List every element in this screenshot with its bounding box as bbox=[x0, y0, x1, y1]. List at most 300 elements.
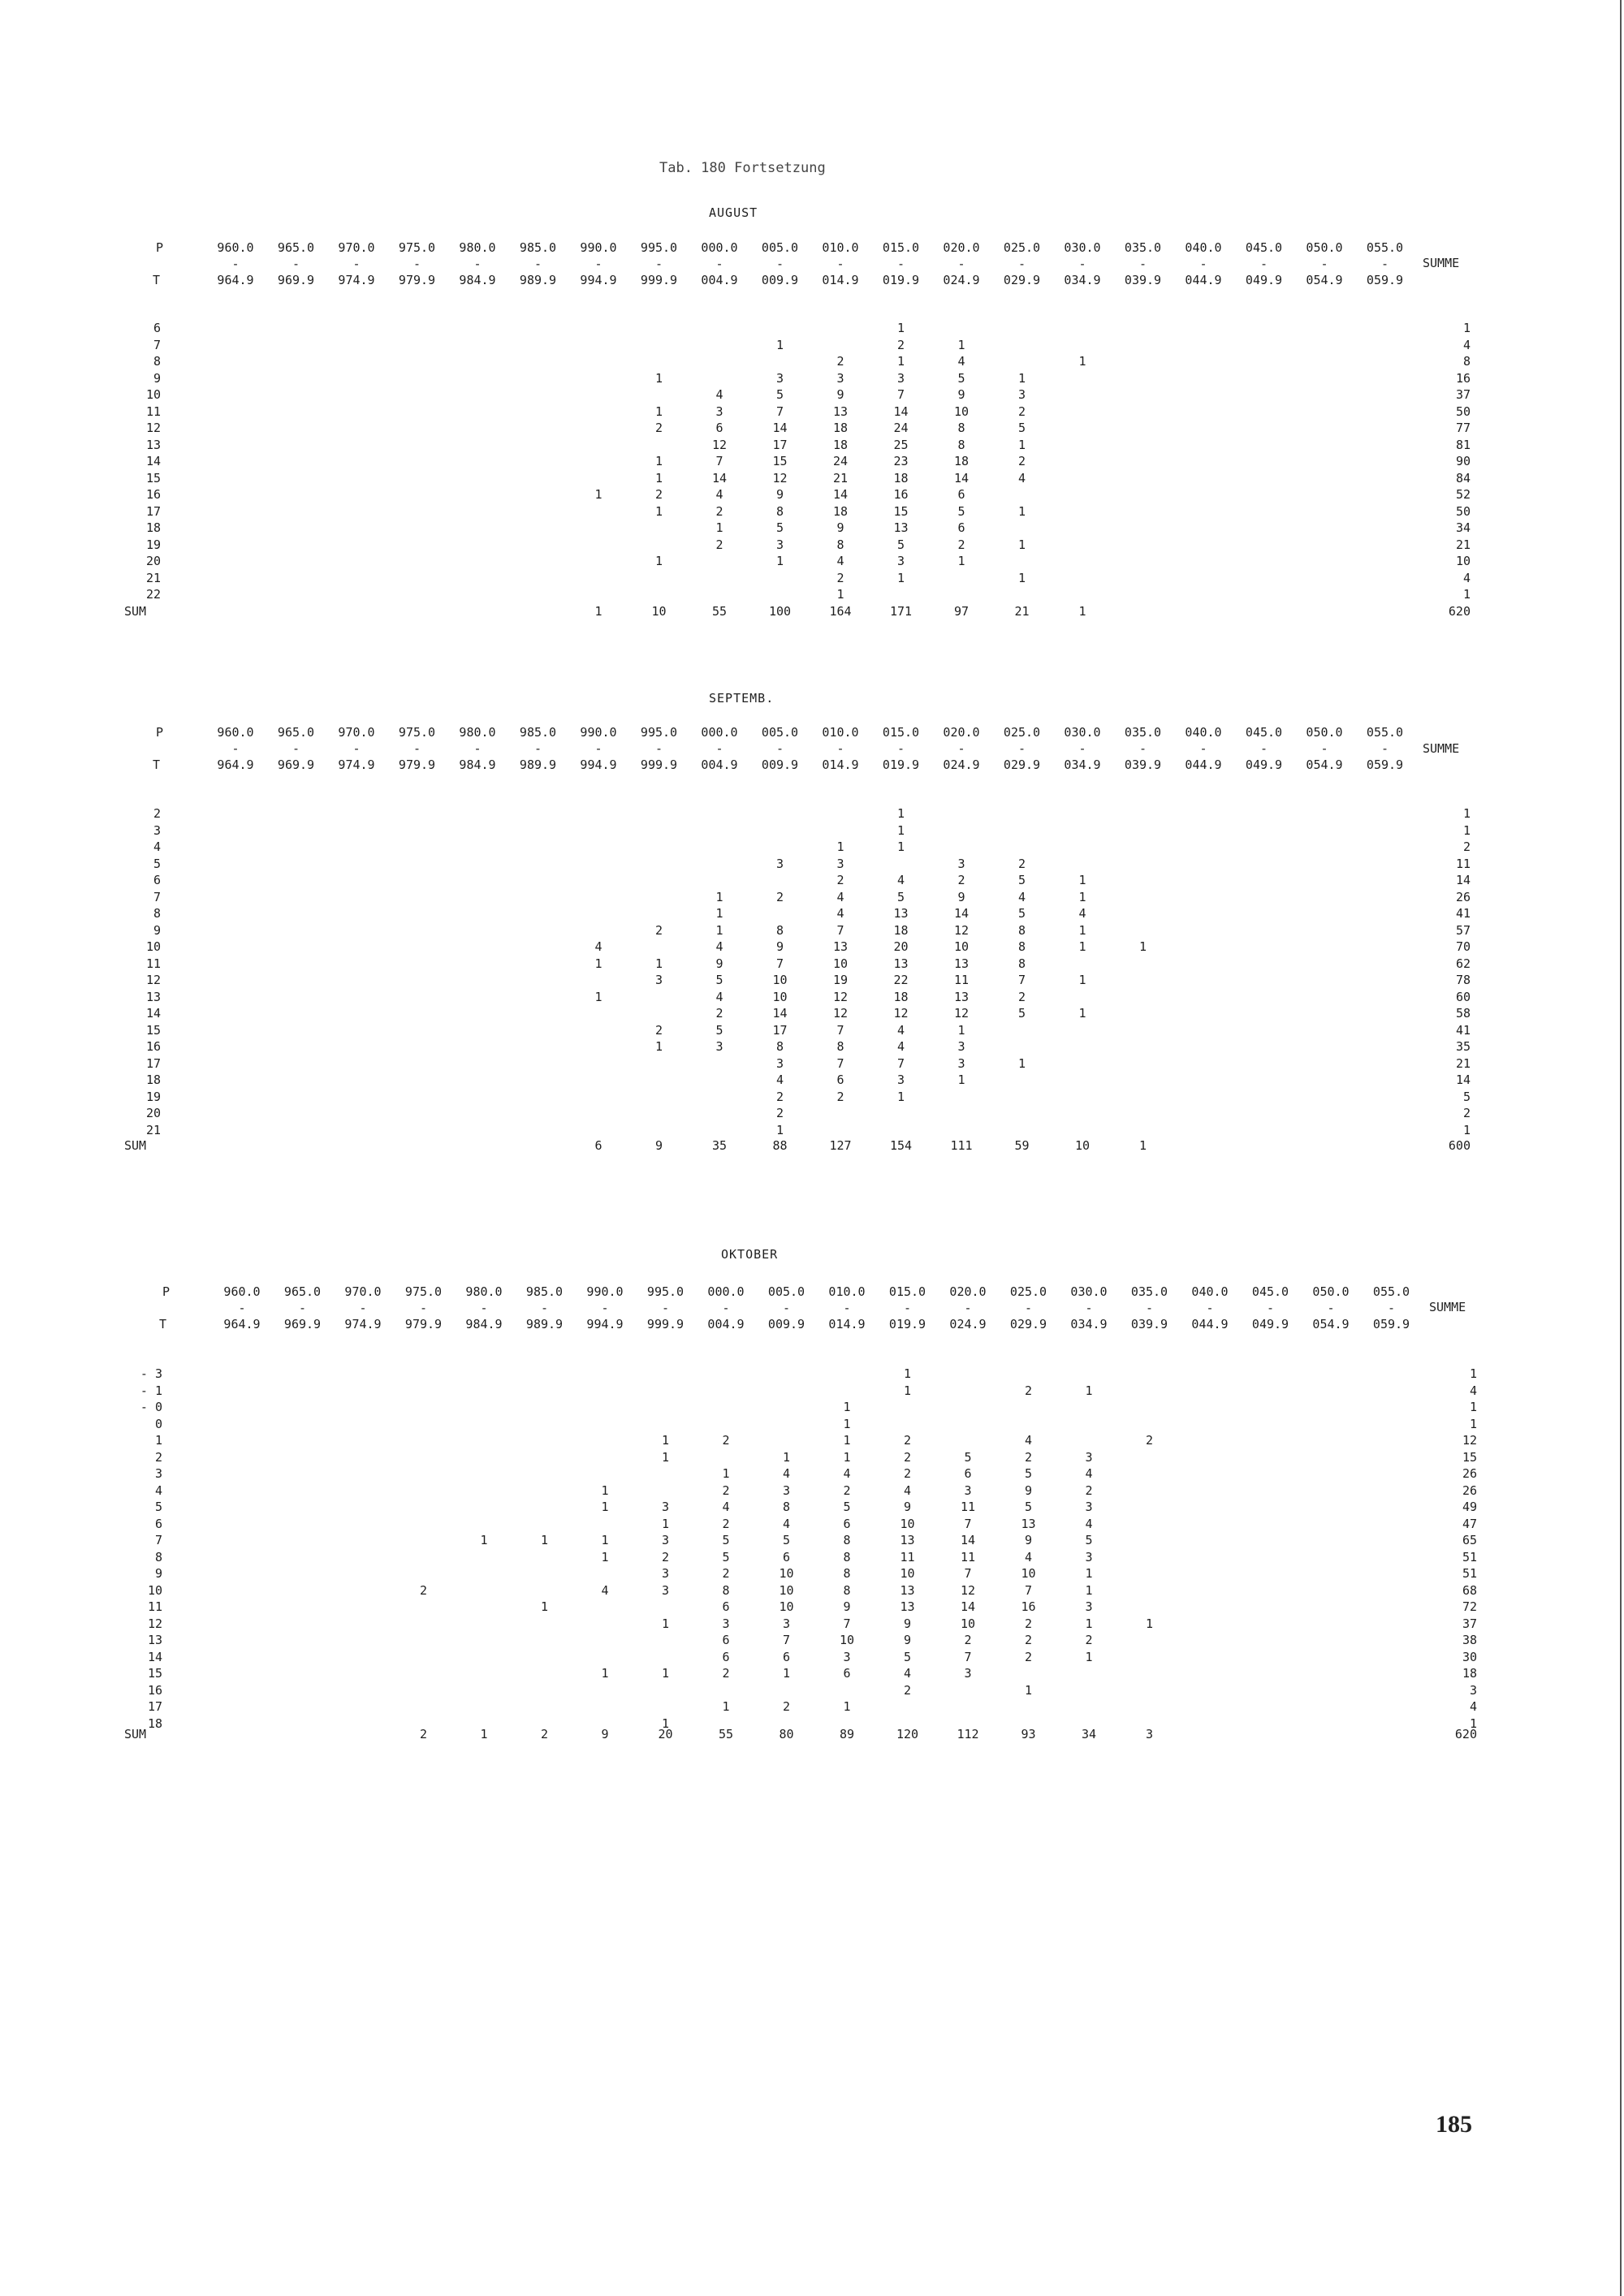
pressure-from: 970.0 bbox=[338, 240, 375, 255]
pressure-dash: - bbox=[1138, 741, 1147, 756]
pressure-from: 005.0 bbox=[761, 240, 799, 255]
column-sum: 10 bbox=[651, 604, 667, 619]
table-cell: 2 bbox=[722, 1483, 730, 1498]
table-cell: 1 bbox=[661, 1666, 670, 1681]
table-cell: 1 bbox=[1017, 537, 1026, 552]
pressure-from: 040.0 bbox=[1185, 240, 1222, 255]
table-cell: 1 bbox=[775, 338, 784, 352]
table-cell: 3 bbox=[715, 1039, 723, 1054]
grand-total: 600 bbox=[1448, 1138, 1471, 1153]
row-sum: 47 bbox=[1462, 1517, 1477, 1531]
row-sum: 12 bbox=[1462, 1433, 1477, 1448]
pressure-to: 994.9 bbox=[586, 1317, 624, 1331]
row-sum: 10 bbox=[1455, 554, 1471, 568]
pressure-to: 014.9 bbox=[822, 273, 859, 287]
table-cell: 3 bbox=[964, 1666, 972, 1681]
pressure-dash: - bbox=[419, 1301, 428, 1315]
table-cell: 2 bbox=[1145, 1433, 1154, 1448]
table-cell: 4 bbox=[1078, 906, 1086, 921]
column-sum: 1 bbox=[1078, 604, 1086, 619]
table-cell: 18 bbox=[832, 438, 849, 452]
row-label-p: P bbox=[156, 240, 164, 255]
pressure-to: 034.9 bbox=[1064, 273, 1101, 287]
pressure-to: 019.9 bbox=[882, 757, 920, 772]
table-cell: 8 bbox=[957, 421, 965, 435]
row-sum: 16 bbox=[1455, 371, 1471, 386]
table-cell: 14 bbox=[893, 404, 909, 419]
table-cell: 13 bbox=[832, 404, 849, 419]
temperature-label: 12 bbox=[145, 421, 161, 435]
row-sum: 26 bbox=[1462, 1466, 1477, 1481]
temperature-label: 19 bbox=[145, 1090, 161, 1104]
row-sum: 2 bbox=[1462, 1106, 1471, 1120]
table-cell: 4 bbox=[843, 1466, 851, 1481]
table-cell: 15 bbox=[893, 504, 909, 519]
table-cell: 4 bbox=[715, 387, 723, 402]
table-cell: 18 bbox=[953, 454, 970, 468]
table-cell: 5 bbox=[715, 1023, 723, 1038]
pressure-to: 029.9 bbox=[1003, 757, 1041, 772]
table-cell: 2 bbox=[722, 1566, 730, 1581]
table-cell: 1 bbox=[1085, 1650, 1093, 1664]
pressure-to: 059.9 bbox=[1366, 273, 1404, 287]
table-cell: 1 bbox=[1078, 939, 1086, 954]
temperature-label: 14 bbox=[147, 1650, 162, 1664]
pressure-to: 974.9 bbox=[338, 757, 375, 772]
row-label-p: P bbox=[156, 725, 164, 740]
pressure-from: 010.0 bbox=[822, 725, 859, 740]
table-cell: 7 bbox=[964, 1517, 972, 1531]
table-cell: 1 bbox=[715, 520, 723, 535]
pressure-to: 979.9 bbox=[398, 273, 436, 287]
temperature-label: 3 bbox=[154, 1466, 162, 1481]
table-cell: 6 bbox=[957, 520, 965, 535]
table-cell: 1 bbox=[722, 1699, 730, 1714]
temperature-label: - 1 bbox=[140, 1383, 162, 1398]
row-sum: 4 bbox=[1469, 1699, 1477, 1714]
temperature-label: 6 bbox=[154, 1517, 162, 1531]
sum-row-label: SUM bbox=[124, 604, 147, 619]
table-cell: 2 bbox=[715, 1006, 723, 1021]
pressure-dash: - bbox=[654, 741, 663, 756]
pressure-to: 059.9 bbox=[1372, 1317, 1410, 1331]
table-cell: 10 bbox=[772, 973, 788, 987]
table-cell: 8 bbox=[782, 1500, 791, 1514]
temperature-label: 19 bbox=[145, 537, 161, 552]
table-cell: 6 bbox=[722, 1633, 730, 1647]
pressure-dash: - bbox=[352, 257, 361, 271]
table-cell: 1 bbox=[896, 321, 905, 335]
pressure-from: 055.0 bbox=[1366, 240, 1404, 255]
table-cell: 2 bbox=[1085, 1633, 1093, 1647]
row-sum: 49 bbox=[1462, 1500, 1477, 1514]
temperature-label: 8 bbox=[154, 1550, 162, 1564]
table-cell: 4 bbox=[782, 1466, 791, 1481]
pressure-dash: - bbox=[715, 741, 723, 756]
pressure-to: 989.9 bbox=[525, 1317, 564, 1331]
pressure-to: 989.9 bbox=[519, 273, 557, 287]
pressure-from: 995.0 bbox=[646, 1284, 685, 1299]
pressure-dash: - bbox=[594, 257, 603, 271]
table-cell: 14 bbox=[960, 1533, 976, 1547]
pressure-dash: - bbox=[1327, 1301, 1335, 1315]
pressure-dash: - bbox=[1085, 1301, 1093, 1315]
table-cell: 21 bbox=[832, 471, 849, 486]
row-sum: 21 bbox=[1455, 1056, 1471, 1071]
pressure-dash: - bbox=[782, 1301, 791, 1315]
table-cell: 2 bbox=[722, 1666, 730, 1681]
table-cell: 4 bbox=[775, 1072, 784, 1087]
pressure-to: 969.9 bbox=[277, 273, 315, 287]
temperature-label: 17 bbox=[145, 1056, 161, 1071]
row-sum: 1 bbox=[1462, 806, 1471, 821]
pressure-from: 010.0 bbox=[822, 240, 859, 255]
table-cell: 4 bbox=[836, 906, 844, 921]
temperature-label: 21 bbox=[145, 571, 161, 585]
temperature-label: 16 bbox=[147, 1683, 162, 1698]
table-cell: 4 bbox=[896, 873, 905, 887]
pressure-dash: - bbox=[1199, 741, 1207, 756]
pressure-from: 035.0 bbox=[1124, 725, 1162, 740]
table-cell: 3 bbox=[722, 1616, 730, 1631]
row-sum: 50 bbox=[1455, 404, 1471, 419]
table-cell: 10 bbox=[779, 1583, 794, 1598]
table-cell: 6 bbox=[843, 1517, 851, 1531]
pressure-from: 030.0 bbox=[1064, 240, 1101, 255]
table-cell: 1 bbox=[715, 923, 723, 938]
column-sum: 171 bbox=[889, 604, 913, 619]
temperature-label: 2 bbox=[154, 1450, 162, 1465]
table-cell: 9 bbox=[903, 1500, 912, 1514]
pressure-from: 980.0 bbox=[465, 1284, 503, 1299]
table-cell: 1 bbox=[843, 1699, 851, 1714]
table-cell: 7 bbox=[782, 1633, 791, 1647]
table-cell: 1 bbox=[601, 1666, 609, 1681]
table-cell: 14 bbox=[960, 1599, 976, 1614]
pressure-dash: - bbox=[298, 1301, 307, 1315]
table-cell: 2 bbox=[836, 1090, 844, 1104]
pressure-dash: - bbox=[1017, 741, 1026, 756]
pressure-dash: - bbox=[1259, 257, 1268, 271]
table-cell: 2 bbox=[903, 1466, 912, 1481]
table-cell: 5 bbox=[1024, 1466, 1033, 1481]
table-cell: 1 bbox=[843, 1433, 851, 1448]
pressure-to: 029.9 bbox=[1009, 1317, 1047, 1331]
pressure-from: 020.0 bbox=[943, 725, 980, 740]
table-cell: 2 bbox=[836, 354, 844, 369]
pressure-dash: - bbox=[473, 741, 482, 756]
table-cell: 2 bbox=[957, 873, 965, 887]
table-cell: 1 bbox=[1078, 873, 1086, 887]
temperature-label: 18 bbox=[145, 520, 161, 535]
pressure-from: 025.0 bbox=[1003, 725, 1041, 740]
temperature-label: 7 bbox=[153, 890, 161, 904]
pressure-dash: - bbox=[594, 741, 603, 756]
pressure-dash: - bbox=[1078, 741, 1086, 756]
table-cell: 2 bbox=[964, 1633, 972, 1647]
table-cell: 1 bbox=[782, 1450, 791, 1465]
table-cell: 1 bbox=[843, 1417, 851, 1431]
table-cell: 9 bbox=[1024, 1483, 1033, 1498]
pressure-from: 970.0 bbox=[344, 1284, 382, 1299]
table-cell: 1 bbox=[661, 1450, 670, 1465]
table-cell: 8 bbox=[1017, 939, 1026, 954]
pressure-dash: - bbox=[896, 741, 905, 756]
table-cell: 2 bbox=[654, 421, 663, 435]
pressure-from: 035.0 bbox=[1124, 240, 1162, 255]
temperature-label: 12 bbox=[145, 973, 161, 987]
temperature-label: 21 bbox=[145, 1123, 161, 1137]
table-cell: 5 bbox=[715, 973, 723, 987]
pressure-dash: - bbox=[1320, 257, 1328, 271]
table-cell: 11 bbox=[960, 1500, 976, 1514]
table-cell: 1 bbox=[1078, 923, 1086, 938]
table-cell: 7 bbox=[1024, 1583, 1033, 1598]
table-cell: 1 bbox=[775, 1123, 784, 1137]
pressure-dash: - bbox=[473, 257, 482, 271]
pressure-from: 035.0 bbox=[1130, 1284, 1168, 1299]
table-cell: 1 bbox=[896, 571, 905, 585]
pressure-from: 045.0 bbox=[1245, 725, 1283, 740]
table-cell: 9 bbox=[957, 387, 965, 402]
pressure-dash: - bbox=[715, 257, 723, 271]
temperature-label: 7 bbox=[154, 1533, 162, 1547]
pressure-to: 984.9 bbox=[465, 1317, 503, 1331]
row-sum: 90 bbox=[1455, 454, 1471, 468]
table-cell: 9 bbox=[715, 956, 723, 971]
table-cell: 5 bbox=[775, 520, 784, 535]
pressure-from: 055.0 bbox=[1372, 1284, 1410, 1299]
table-cell: 25 bbox=[893, 438, 909, 452]
pressure-to: 004.9 bbox=[701, 273, 738, 287]
table-cell: 17 bbox=[772, 438, 788, 452]
pressure-from: 985.0 bbox=[519, 725, 557, 740]
table-cell: 18 bbox=[832, 504, 849, 519]
pressure-from: 050.0 bbox=[1306, 725, 1343, 740]
table-cell: 6 bbox=[964, 1466, 972, 1481]
column-sum: 2 bbox=[419, 1727, 428, 1741]
table-cell: 6 bbox=[957, 487, 965, 502]
pressure-dash: - bbox=[722, 1301, 730, 1315]
column-sum: 21 bbox=[1014, 604, 1030, 619]
temperature-label: 0 bbox=[154, 1417, 162, 1431]
table-cell: 1 bbox=[601, 1483, 609, 1498]
pressure-to: 974.9 bbox=[344, 1317, 382, 1331]
row-sum: 57 bbox=[1455, 923, 1471, 938]
table-cell: 7 bbox=[836, 1056, 844, 1071]
table-cell: 5 bbox=[903, 1650, 912, 1664]
pressure-from: 045.0 bbox=[1245, 240, 1283, 255]
column-sum: 100 bbox=[768, 604, 792, 619]
grand-total: 620 bbox=[1454, 1727, 1477, 1741]
column-sum: 55 bbox=[711, 604, 728, 619]
pressure-from: 960.0 bbox=[217, 725, 254, 740]
pressure-to: 969.9 bbox=[277, 757, 315, 772]
table-cell: 5 bbox=[1017, 873, 1026, 887]
column-sum: 120 bbox=[896, 1727, 919, 1741]
pressure-to: 049.9 bbox=[1251, 1317, 1289, 1331]
table-cell: 2 bbox=[654, 487, 663, 502]
pressure-from: 990.0 bbox=[580, 725, 617, 740]
table-cell: 2 bbox=[722, 1433, 730, 1448]
table-cell: 16 bbox=[893, 487, 909, 502]
table-cell: 3 bbox=[957, 857, 965, 871]
pressure-from: 020.0 bbox=[943, 240, 980, 255]
table-cell: 3 bbox=[896, 371, 905, 386]
pressure-to: 004.9 bbox=[707, 1317, 745, 1331]
pressure-dash: - bbox=[1387, 1301, 1396, 1315]
table-cell: 3 bbox=[957, 1039, 965, 1054]
column-sum: 164 bbox=[829, 604, 852, 619]
table-cell: 4 bbox=[896, 1023, 905, 1038]
table-cell: 16 bbox=[1021, 1599, 1036, 1614]
temperature-label: 4 bbox=[154, 1483, 162, 1498]
table-cell: 5 bbox=[782, 1533, 791, 1547]
table-cell: 5 bbox=[896, 890, 905, 904]
table-cell: 2 bbox=[836, 873, 844, 887]
column-sum: 1 bbox=[594, 604, 603, 619]
pressure-from: 995.0 bbox=[640, 725, 678, 740]
table-cell: 2 bbox=[1017, 404, 1026, 419]
temperature-label: 17 bbox=[145, 504, 161, 519]
table-cell: 3 bbox=[715, 404, 723, 419]
table-cell: 11 bbox=[900, 1550, 915, 1564]
table-cell: 13 bbox=[893, 956, 909, 971]
table-cell: 2 bbox=[654, 923, 663, 938]
temperature-label: 8 bbox=[153, 354, 161, 369]
table-cell: 18 bbox=[893, 990, 909, 1004]
table-cell: 1 bbox=[540, 1533, 549, 1547]
pressure-to: 994.9 bbox=[580, 757, 617, 772]
table-cell: 9 bbox=[903, 1616, 912, 1631]
column-sum: 111 bbox=[950, 1138, 973, 1153]
table-cell: 8 bbox=[775, 1039, 784, 1054]
table-cell: 13 bbox=[953, 956, 970, 971]
row-sum: 38 bbox=[1462, 1633, 1477, 1647]
table-cell: 9 bbox=[957, 890, 965, 904]
temperature-label: 15 bbox=[145, 471, 161, 486]
row-sum: 14 bbox=[1455, 1072, 1471, 1087]
temperature-label: 10 bbox=[145, 939, 161, 954]
table-cell: 3 bbox=[775, 857, 784, 871]
table-cell: 2 bbox=[1024, 1616, 1033, 1631]
pressure-to: 984.9 bbox=[459, 273, 496, 287]
pressure-dash: - bbox=[231, 257, 240, 271]
table-cell: 5 bbox=[964, 1450, 972, 1465]
table-cell: 5 bbox=[1024, 1500, 1033, 1514]
table-cell: 4 bbox=[715, 939, 723, 954]
table-cell: 2 bbox=[1017, 857, 1026, 871]
column-sum: 9 bbox=[601, 1727, 609, 1741]
pressure-to: 999.9 bbox=[646, 1317, 685, 1331]
table-cell: 3 bbox=[661, 1566, 670, 1581]
table-cell: 24 bbox=[893, 421, 909, 435]
table-cell: 7 bbox=[964, 1566, 972, 1581]
pressure-to: 009.9 bbox=[761, 273, 799, 287]
table-cell: 3 bbox=[1085, 1550, 1093, 1564]
table-cell: 7 bbox=[715, 454, 723, 468]
table-cell: 1 bbox=[836, 839, 844, 854]
temperature-label: 22 bbox=[145, 587, 161, 602]
pressure-to: 014.9 bbox=[828, 1317, 866, 1331]
row-sum: 51 bbox=[1462, 1550, 1477, 1564]
table-cell: 5 bbox=[1017, 1006, 1026, 1021]
table-cell: 8 bbox=[722, 1583, 730, 1598]
temperature-label: 9 bbox=[153, 923, 161, 938]
pressure-to: 044.9 bbox=[1185, 757, 1222, 772]
pressure-dash: - bbox=[1320, 741, 1328, 756]
summe-label: SUMME bbox=[1423, 741, 1460, 756]
column-sum: 3 bbox=[1145, 1727, 1154, 1741]
table-cell: 11 bbox=[953, 973, 970, 987]
pressure-to: 004.9 bbox=[701, 757, 738, 772]
pressure-to: 974.9 bbox=[338, 273, 375, 287]
row-sum: 58 bbox=[1455, 1006, 1471, 1021]
table-cell: 10 bbox=[1021, 1566, 1036, 1581]
table-cell: 7 bbox=[775, 404, 784, 419]
pressure-from: 010.0 bbox=[828, 1284, 866, 1299]
pressure-to: 029.9 bbox=[1003, 273, 1041, 287]
table-cell: 5 bbox=[775, 387, 784, 402]
table-cell: 14 bbox=[953, 471, 970, 486]
pressure-dash: - bbox=[1206, 1301, 1214, 1315]
table-cell: 2 bbox=[722, 1517, 730, 1531]
table-cell: 1 bbox=[661, 1616, 670, 1631]
table-cell: 8 bbox=[836, 1039, 844, 1054]
table-cell: 13 bbox=[1021, 1517, 1036, 1531]
table-cell: 4 bbox=[1024, 1433, 1033, 1448]
temperature-label: 8 bbox=[153, 906, 161, 921]
pressure-to: 044.9 bbox=[1191, 1317, 1229, 1331]
table-cell: 3 bbox=[782, 1616, 791, 1631]
pressure-to: 059.9 bbox=[1366, 757, 1404, 772]
column-sum: 112 bbox=[957, 1727, 979, 1741]
pressure-from: 975.0 bbox=[398, 725, 436, 740]
temperature-label: 9 bbox=[153, 371, 161, 386]
pressure-dash: - bbox=[957, 257, 965, 271]
table-cell: 9 bbox=[775, 939, 784, 954]
temperature-label: 10 bbox=[147, 1583, 162, 1598]
row-sum: 68 bbox=[1462, 1583, 1477, 1598]
table-cell: 5 bbox=[1017, 906, 1026, 921]
table-cell: 1 bbox=[1085, 1616, 1093, 1631]
table-cell: 18 bbox=[893, 471, 909, 486]
table-cell: 4 bbox=[957, 354, 965, 369]
table-cell: 1 bbox=[1024, 1683, 1033, 1698]
temperature-label: 13 bbox=[145, 438, 161, 452]
pressure-to: 999.9 bbox=[640, 757, 678, 772]
table-cell: 3 bbox=[964, 1483, 972, 1498]
pressure-to: 054.9 bbox=[1306, 757, 1343, 772]
pressure-from: 050.0 bbox=[1306, 240, 1343, 255]
pressure-dash: - bbox=[1380, 741, 1389, 756]
pressure-from: 995.0 bbox=[640, 240, 678, 255]
pressure-from: 965.0 bbox=[283, 1284, 322, 1299]
table-cell: 1 bbox=[661, 1433, 670, 1448]
table-cell: 1 bbox=[654, 454, 663, 468]
table-cell: 23 bbox=[893, 454, 909, 468]
pressure-to: 009.9 bbox=[767, 1317, 806, 1331]
row-sum: 26 bbox=[1455, 890, 1471, 904]
table-cell: 1 bbox=[896, 806, 905, 821]
row-sum: 77 bbox=[1455, 421, 1471, 435]
table-caption: Tab. 180 Fortsetzung bbox=[659, 160, 826, 176]
pressure-to: 039.9 bbox=[1124, 273, 1162, 287]
pressure-to: 039.9 bbox=[1130, 1317, 1168, 1331]
row-sum: 15 bbox=[1462, 1450, 1477, 1465]
column-sum: 10 bbox=[1074, 1138, 1091, 1153]
row-sum: 1 bbox=[1469, 1400, 1477, 1414]
